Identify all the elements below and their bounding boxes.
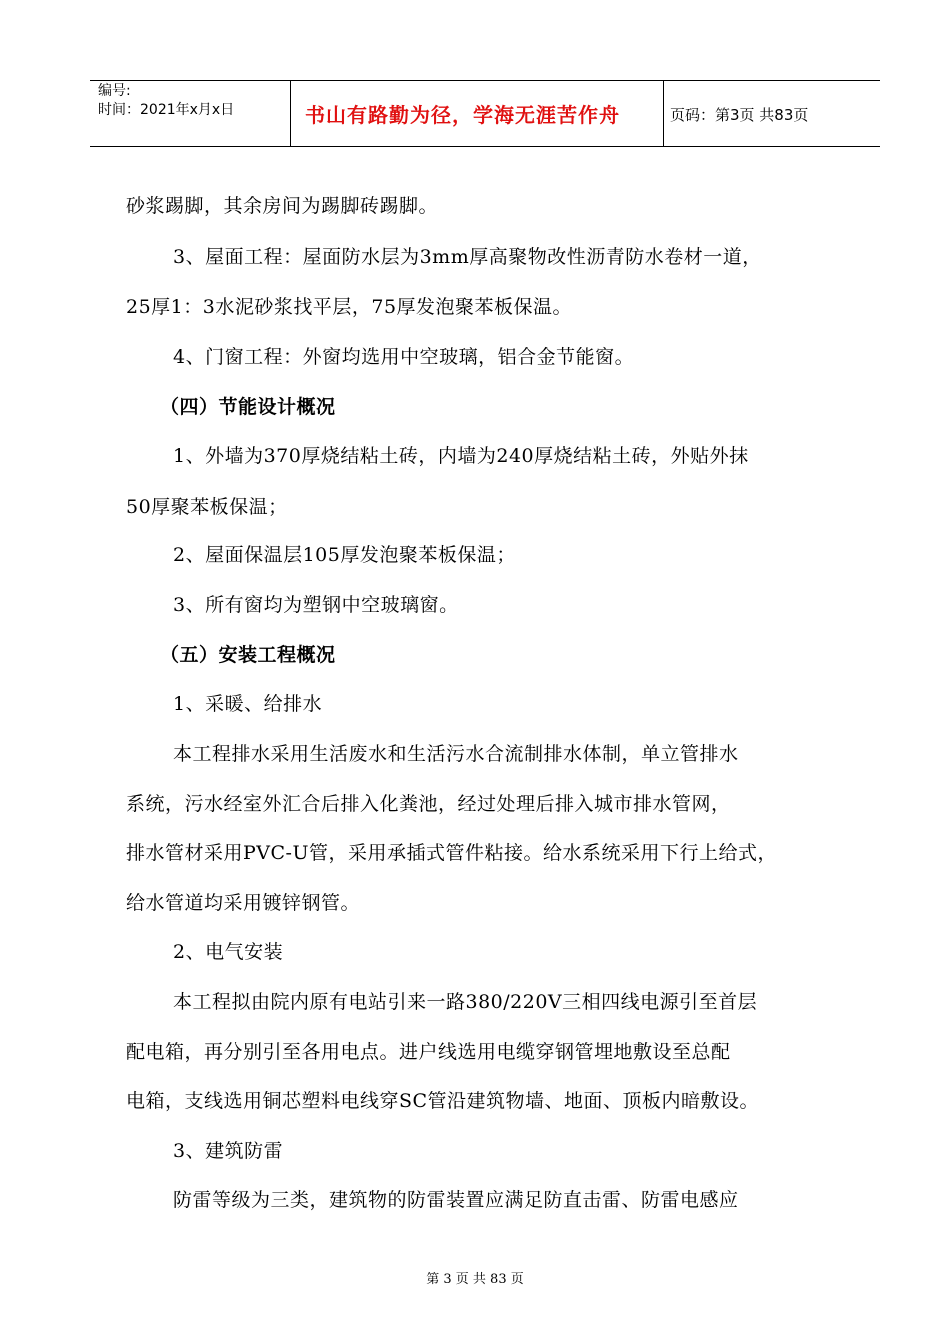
paragraph-line: 3、所有窗均为塑钢中空玻璃窗。 xyxy=(173,594,459,616)
header-divider-right xyxy=(663,80,664,146)
paragraph-line: 25厚1：3水泥砂浆找平层，75厚发泡聚苯板保温。 xyxy=(126,296,573,318)
paragraph-line: 1、外墙为370厚烧结粘土砖，内墙为240厚烧结粘土砖，外贴外抹 xyxy=(173,445,749,467)
paragraph-line: 3、屋面工程：屋面防水层为3mm厚高聚物改性沥青防水卷材一道， xyxy=(173,246,762,268)
paragraph-line: 50厚聚苯板保温； xyxy=(126,496,288,518)
time-label: 时间：2021年x月x日 xyxy=(98,102,235,118)
paragraph-line: 系统，污水经室外汇合后排入化粪池，经过处理后排入城市排水管网， xyxy=(126,793,731,815)
section-heading: （五）安装工程概况 xyxy=(160,644,336,666)
header-divider-left xyxy=(290,80,291,146)
section-heading: （四）节能设计概况 xyxy=(160,396,336,418)
paragraph-line: 电箱，支线选用铜芯塑料电线穿SC管沿建筑物墙、地面、顶板内暗敷设。 xyxy=(126,1090,760,1112)
paragraph-line: 本工程排水采用生活废水和生活污水合流制排水体制，单立管排水 xyxy=(173,743,739,765)
code-label: 编号: xyxy=(98,83,131,99)
paragraph-line: 1、采暖、给排水 xyxy=(173,693,323,715)
paragraph-line: 给水管道均采用镀锌钢管。 xyxy=(126,892,361,914)
header-bottom-rule xyxy=(90,146,880,147)
motto: 书山有路勤为径，学海无涯苦作舟 xyxy=(305,103,620,127)
paragraph-line: 防雷等级为三类，建筑物的防雷装置应满足防直击雷、防雷电感应 xyxy=(173,1189,739,1211)
paragraph-line: 2、电气安装 xyxy=(173,941,284,963)
footer-page-number: 第 3 页 共 83 页 xyxy=(426,1272,524,1287)
paragraph-line: 砂浆踢脚，其余房间为踢脚砖踢脚。 xyxy=(126,195,439,217)
paragraph-line: 配电箱，再分别引至各用电点。进户线选用电缆穿钢管埋地敷设至总配 xyxy=(126,1041,731,1063)
paragraph-line: 2、屋面保温层105厚发泡聚苯板保温； xyxy=(173,544,516,566)
paragraph-line: 排水管材采用PVC-U管，采用承插式管件粘接。给水系统采用下行上给式， xyxy=(126,842,777,864)
paragraph-line: 4、门窗工程：外窗均选用中空玻璃，铝合金节能窗。 xyxy=(173,346,635,368)
paragraph-line: 3、建筑防雷 xyxy=(173,1140,284,1162)
header-page-info: 页码：第3页 共83页 xyxy=(670,106,809,124)
paragraph-line: 本工程拟由院内原有电站引来一路380/220V三相四线电源引至首层 xyxy=(173,991,758,1013)
header-top-rule xyxy=(90,80,880,81)
